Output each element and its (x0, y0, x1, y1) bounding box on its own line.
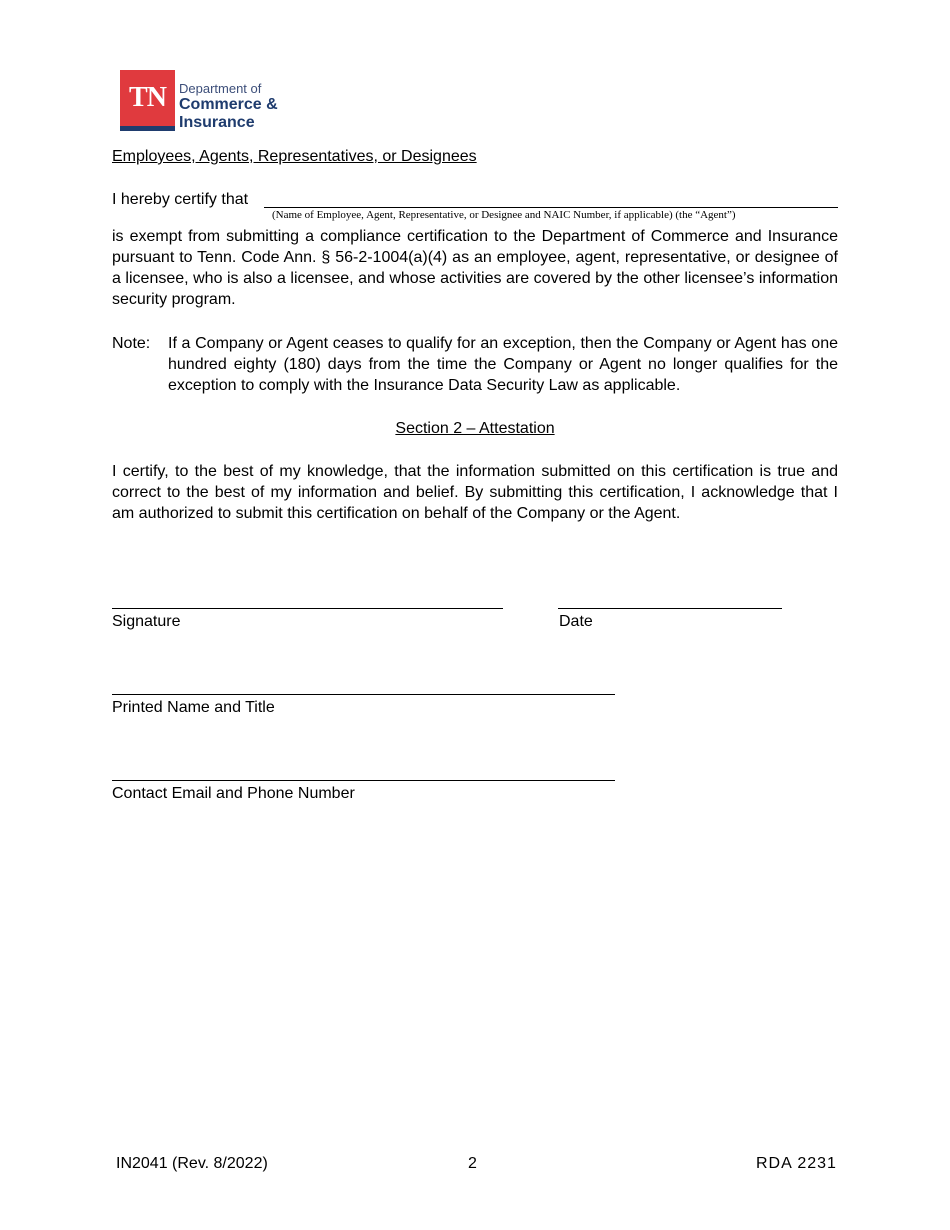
section2-heading (112, 418, 838, 439)
printed-name-label: Printed Name and Title (112, 699, 275, 716)
date-line[interactable] (558, 608, 782, 609)
section1-heading: Employees, Agents, Representatives, or Designees (112, 148, 477, 165)
printed-name-line[interactable] (112, 694, 615, 695)
certify-label: I hereby certify that (112, 191, 249, 208)
attestation-paragraph: I certify, to the best of my knowledge, that the information submitted on this certification is true and correct to the best of my information and belief. By submitting this certification, I acknowledge that I am authorized to submit this certification on behalf of the Company or the Agent. (112, 463, 838, 522)
form-number: IN2041 (Rev. 8/2022) (116, 1155, 268, 1172)
contact-label: Contact Email and Phone Number (112, 785, 355, 802)
note-text: If a Company or Agent ceases to qualify for an exception, then the Company or Agent has one hundred eighty (180) days from the time the Company or Agent no longer qualifies for the exception to comply with the Insurance Data Security Law as applicable. (168, 335, 838, 394)
section2-heading-text: Section 2 – Attestation (395, 420, 555, 437)
logo-insurance-text: Insurance (179, 114, 255, 131)
contact-line[interactable] (112, 780, 615, 781)
logo-underline-bar (120, 126, 175, 131)
signature-label: Signature (112, 613, 181, 630)
agent-name-caption: (Name of Employee, Agent, Representative, or Designee and NAIC Number, if applicable) (the “Agent”) (272, 209, 736, 221)
page-number: 2 (468, 1155, 477, 1172)
signature-line[interactable] (112, 608, 503, 609)
date-label: Date (559, 613, 593, 630)
logo-commerce-text: Commerce & (179, 96, 278, 113)
agent-name-field-line[interactable] (264, 207, 838, 208)
exemption-paragraph: is exempt from submitting a compliance certification to the Department of Commerce and Insurance pursuant to Tenn. Code Ann. § 56-2-1004(a)(4) as an employee, agent, representative, or designee of a licensee, who is also a licensee, and whose activities are covered by the other licensee’s information security program. (112, 228, 838, 308)
rda-number: RDA 2231 (756, 1155, 837, 1172)
note-label: Note: (112, 335, 151, 352)
logo-department-text: Department of (179, 81, 262, 96)
tn-commerce-insurance-logo (120, 70, 290, 134)
logo-tn-box: TN (120, 70, 175, 126)
